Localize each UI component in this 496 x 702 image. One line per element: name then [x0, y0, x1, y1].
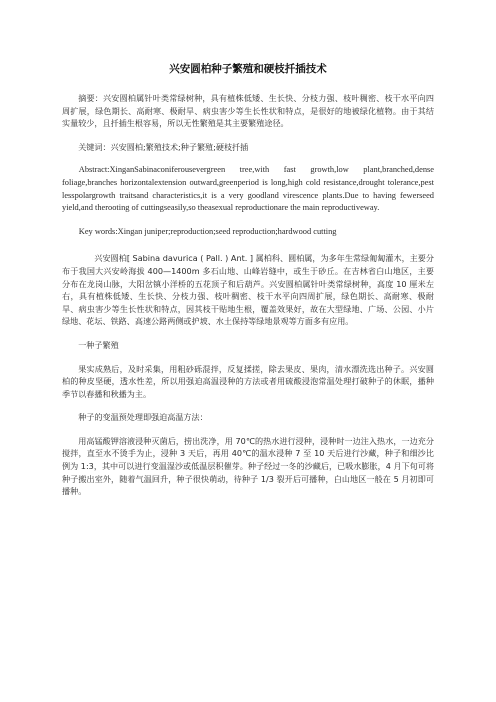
pretreatment-paragraph: 用高锰酸钾溶液浸种灭菌后，捞出洗净，用 70℃的热水进行浸种，浸种时一边注入热水，一边充分搅拌，直至水不烫手为止，浸种 3 天后，再用 40℃的温水浸种 7 至 10 天后进行沙藏，种子和细沙比例为 1:3，其中可以进行变温湿沙或低温层积催芽。种子经过一冬的沙藏后，已吸水膨胀，4 月下旬可将种子搬出室外，随着气温回升，种子很快萌动，待种子 1/3 裂开后可播种，白山地区一般在 5 月初即可播种。: [62, 435, 434, 497]
section-heading-seed-propagation: 一种子繁殖: [78, 339, 119, 350]
keywords-chinese: 关键词：兴安圆柏;繁殖技术;种子繁殖;硬枝扦插: [78, 141, 249, 152]
abstract-chinese: 摘要：兴安圆柏属针叶类常绿树种，具有植株低矮、生长快、分枝力强、枝叶稠密、枝干水平向四周扩展，绿色期长、高耐寒、极耐旱、病虫害少等生长性状和特点，是很好的地被绿化植物。由于其结实量较少，且扦插生根容易，所以无性繁殖是其主要繁殖途径。: [62, 93, 434, 129]
keywords-english: Key words:Xingan juniper;reproduction;seed reproduction;hardwood cutting: [78, 226, 337, 236]
abstract-english: Abstract:XinganSabinaconiferousevergreen tree,with fast growth,low plant,branched,dense foliage,branches horizontalextension outward,greenperiod is long,high cold resistance,drought tolerance,pest lesspolargrowth traitsand characteristics,it is a very goodland virescence plants.Due to having fewerseed yield,and therooting of cuttingseasily,so theasexual reproductionare the main reproductiveway.: [62, 165, 434, 213]
seed-propagation-paragraph: 果实成熟后，及时采集，用粗砂砾混拌，反复揉搓，除去果皮、果肉，清水漂洗选出种子。兴安圆柏的种皮坚硬，透水性差，所以用强迫高温浸种的方法或者用硫酸浸泡常温处理打破种子的休眠，播种季节以春播和秋播为主。: [62, 363, 434, 399]
paper-title: 兴安圆柏种子繁殖和硬枝扦插技术: [169, 63, 327, 75]
intro-paragraph: 兴安圆柏[ Sabina davurica ( Pall. ) Ant. ] 属柏科、圆柏属，为多年生常绿匍匐灌木，主要分布于我国大兴安岭海拔 400—1400m 多石山地、山峰岩缝中，或生于砂丘。在吉林省白山地区，主要分布在龙岗山脉，大阳岔镇小洋桥的五花顶子和后葫芦。兴安圆柏属针叶类常绿树种，高度 10 厘米左右，具有植株低矮、生长快、分枝力强、枝叶稠密、枝干水平向四周扩展，绿色期长、高耐寒、极耐旱、病虫害少等生长性状和特点，因其枝干贴地生根，覆盖效果好，故在大型绿地、广场、公园、小片绿地、花坛、铁路、高速公路两侧或护坡、水土保持等绿地景观等方面多有应用。: [62, 253, 434, 327]
section-heading-pretreatment: 种子的变温预处理即强迫高温方法：: [78, 412, 208, 423]
